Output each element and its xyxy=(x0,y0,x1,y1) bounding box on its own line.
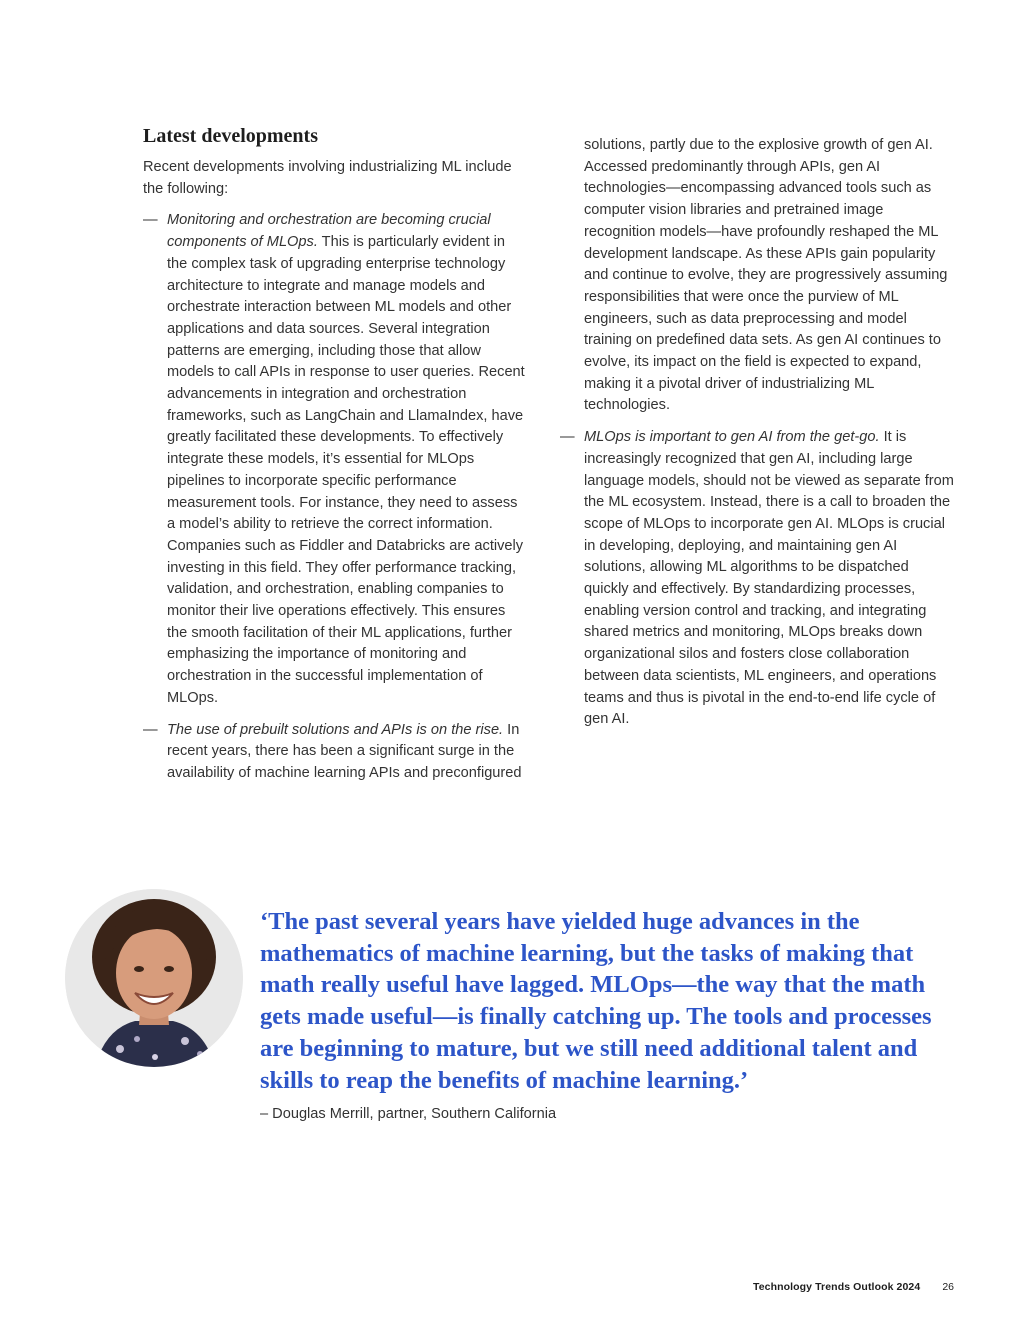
bullet-text: In recent years, there has been a significant surge in the availability of machine learning APIs and preconfigured xyxy=(167,721,522,781)
bullet-lead: The use of prebuilt solutions and APIs is on the rise. xyxy=(167,721,504,738)
bullet-monitoring xyxy=(143,210,528,709)
bullet-prebuilt-continuation: solutions, partly due to the explosive growth of gen AI. Accessed predominantly through APIs, gen AI technologies—encompassing advanced tools such as computer vision libraries and pretrained image recognition models—have profoundly reshaped the ML development landscape. As these APIs gain popularity and continue to evolve, they are progressively assuming responsibilities that were once the purview of ML engineers, such as data preprocessing and model training on predefined data sets. As gen AI continues to evolve, its impact on the field is expected to expand, making it a pivotal driver of industrializing ML technologies. xyxy=(584,137,948,414)
publication-title: Technology Trends Outlook 2024 xyxy=(752,1281,921,1293)
bullet-prebuilt xyxy=(143,720,528,785)
bullet-text: This is particularly evident in the complex task of upgrading enterprise technology architecture to integrate and manage models and orchestrate interaction between ML models and other applications and data sources. Several integration patterns are emerging, including those that allow models to call APIs in response to user queries. Recent advancements in integration and orchestration frameworks, such as LangChain and LlamaIndex, have greatly facilitated these developments. To effectively integrate these models, it’s essential for MLOps pipelines to incorporate specific performance measurement tools. For instance, they need to assess a model’s ability to retrieve the correct information. Companies such as Fiddler and Databricks are actively investing in this field. They offer performance tracking, validation, and orchestration, enabling companies to monitor their live operations effectively. This ensures the smooth facilitation of their ML applications, further emphasizing the importance of monitoring and orchestration in the successful implementation of MLOps. xyxy=(167,234,525,706)
right-column xyxy=(560,135,956,731)
bullet-genai xyxy=(560,427,956,731)
page-footer xyxy=(753,1281,954,1293)
page-number: 26 xyxy=(942,1281,954,1293)
bullet-text: It is increasingly recognized that gen AI, including large language models, should not be viewed as separate from the ML ecosystem. Instead, there is a call to broaden the scope of MLOps to incorporate gen AI. MLOps is crucial in developing, deploying, and maintaining gen AI solutions, allowing ML algorithms to be dispatched quickly and effectively. By standardizing processes, enabling version control and tracking, and integrating shared metrics and monitoring, MLOps breaks down organizational silos and fosters close collaboration between data scientists, ML engineers, and operations teams and thus is pivotal in the end-to-end life cycle of gen AI. xyxy=(584,429,954,728)
bullet-dash: — xyxy=(143,721,158,738)
pull-quote: ‘The past several years have yielded huge advances in the mathematics of machine learning, but the tasks of making that math really useful have lagged. MLOps—the way that the math gets made useful—is finally catching up. The tools and processes are beginning to mature, but we still need additional talent and skills to reap the benefits of machine learning.’ xyxy=(260,908,932,1094)
quote-attribution: – Douglas Merrill, partner, Southern California xyxy=(260,1106,557,1122)
bullet-lead: Monitoring and orchestration are becoming crucial components of MLOps. xyxy=(167,212,491,251)
intro-paragraph: Recent developments involving industrializing ML include the following: xyxy=(143,159,512,197)
portrait-photo xyxy=(65,889,243,1067)
left-column xyxy=(143,157,528,795)
person-portrait-illustration xyxy=(65,889,243,1067)
section-heading: Latest developments xyxy=(143,125,318,147)
bullet-dash: — xyxy=(560,429,575,446)
bullet-dash: — xyxy=(143,212,158,229)
bullet-lead: MLOps is important to gen AI from the get-go. xyxy=(584,429,880,446)
